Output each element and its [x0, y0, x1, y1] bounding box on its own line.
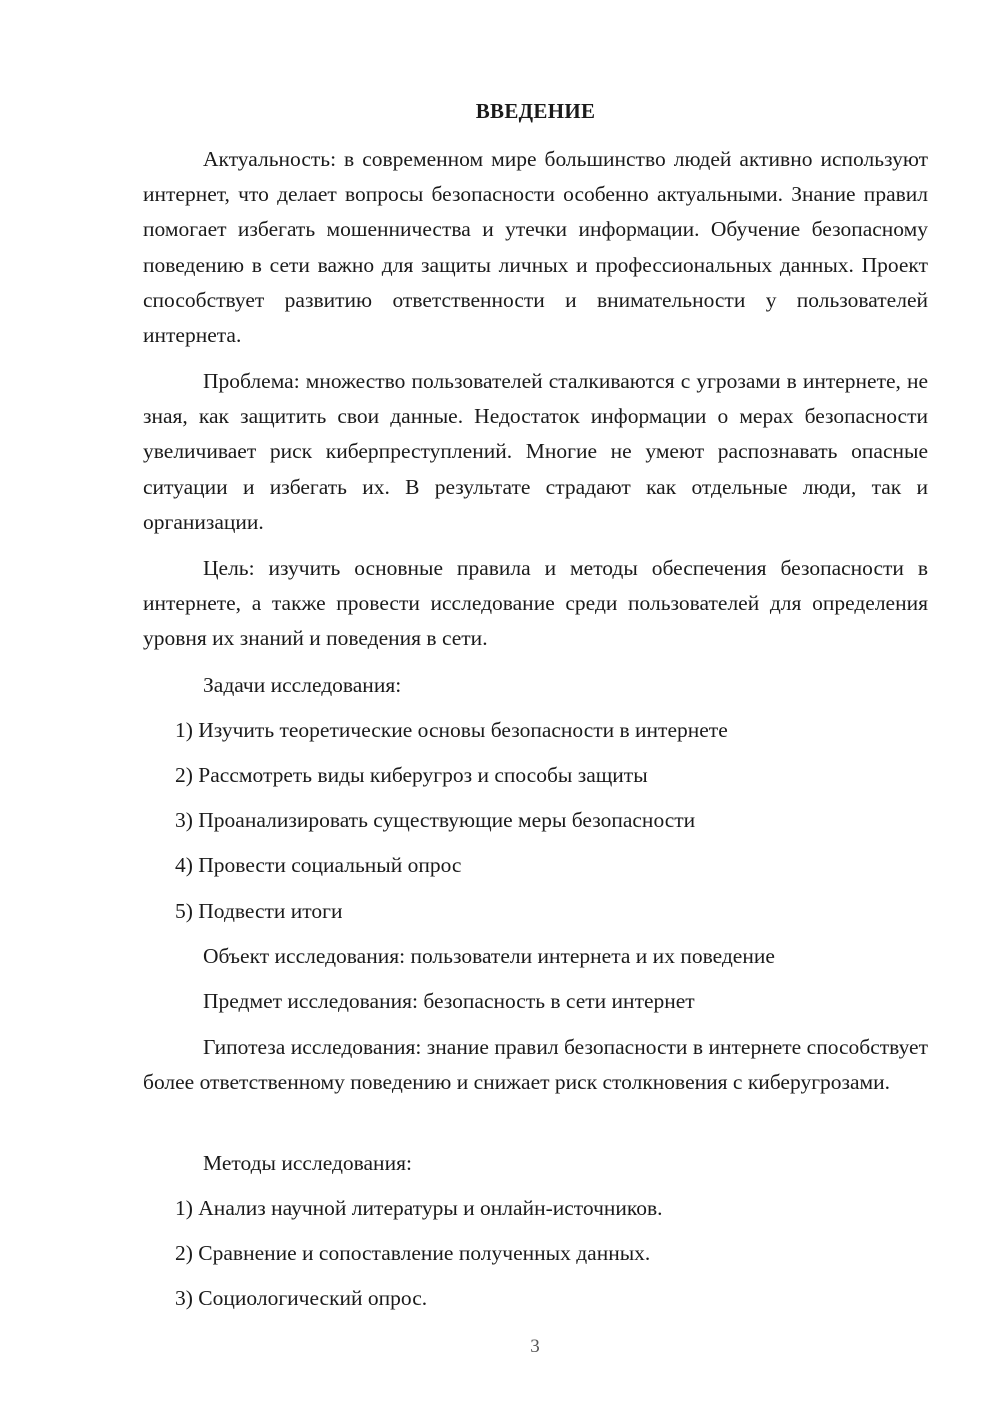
task-item: 5) Подвести итоги [175, 899, 343, 923]
problem-paragraph: Проблема: множество пользователей сталкиваются с угрозами в интернете, не зная, как защитить свои данные. Недостаток информации о мерах безопасности увеличивает риск киберпреступлений. Многие не умеют распознавать опасные ситуации и избегать их. В результате страдают как отдельные люди, так и организации. [143, 369, 928, 534]
goal-paragraph: Цель: изучить основные правила и методы обеспечения безопасности в интернете, а также провести исследование среди пользователей для определения уровня их знаний и поведения в сети. [143, 556, 928, 651]
research-subject: Предмет исследования: безопасность в сети интернет [203, 989, 695, 1013]
page-number: 3 [530, 1336, 540, 1357]
methods-heading: Методы исследования: [203, 1151, 412, 1175]
section-title: ВВЕДЕНИЕ [475, 99, 596, 123]
tasks-heading: Задачи исследования: [203, 673, 402, 697]
research-object: Объект исследования: пользователи интернета и их поведение [203, 944, 775, 968]
method-item: 2) Сравнение и сопоставление полученных данных. [175, 1241, 651, 1265]
relevance-paragraph: Актуальность: в современном мире большинство людей активно используют интернет, что делает вопросы безопасности особенно актуальными. Знание правил помогает избегать мошенничества и утечки информации. Обучение безопасному поведению в сети важно для защиты личных и профессиональных данных. Проект способствует развитию ответственности и внимательности у пользователей интернета. [143, 147, 928, 348]
task-item: 1) Изучить теоретические основы безопасности в интернете [175, 718, 728, 742]
task-item: 4) Провести социальный опрос [175, 853, 462, 877]
task-item: 3) Проанализировать существующие меры безопасности [175, 808, 696, 832]
method-item: 1) Анализ научной литературы и онлайн-источников. [175, 1196, 663, 1220]
method-item: 3) Социологический опрос. [175, 1286, 428, 1310]
task-item: 2) Рассмотреть виды киберугроз и способы защиты [175, 763, 648, 787]
hypothesis-paragraph: Гипотеза исследования: знание правил безопасности в интернете способствует более ответственному поведению и снижает риск столкновения с киберугрозами. [143, 1035, 928, 1095]
